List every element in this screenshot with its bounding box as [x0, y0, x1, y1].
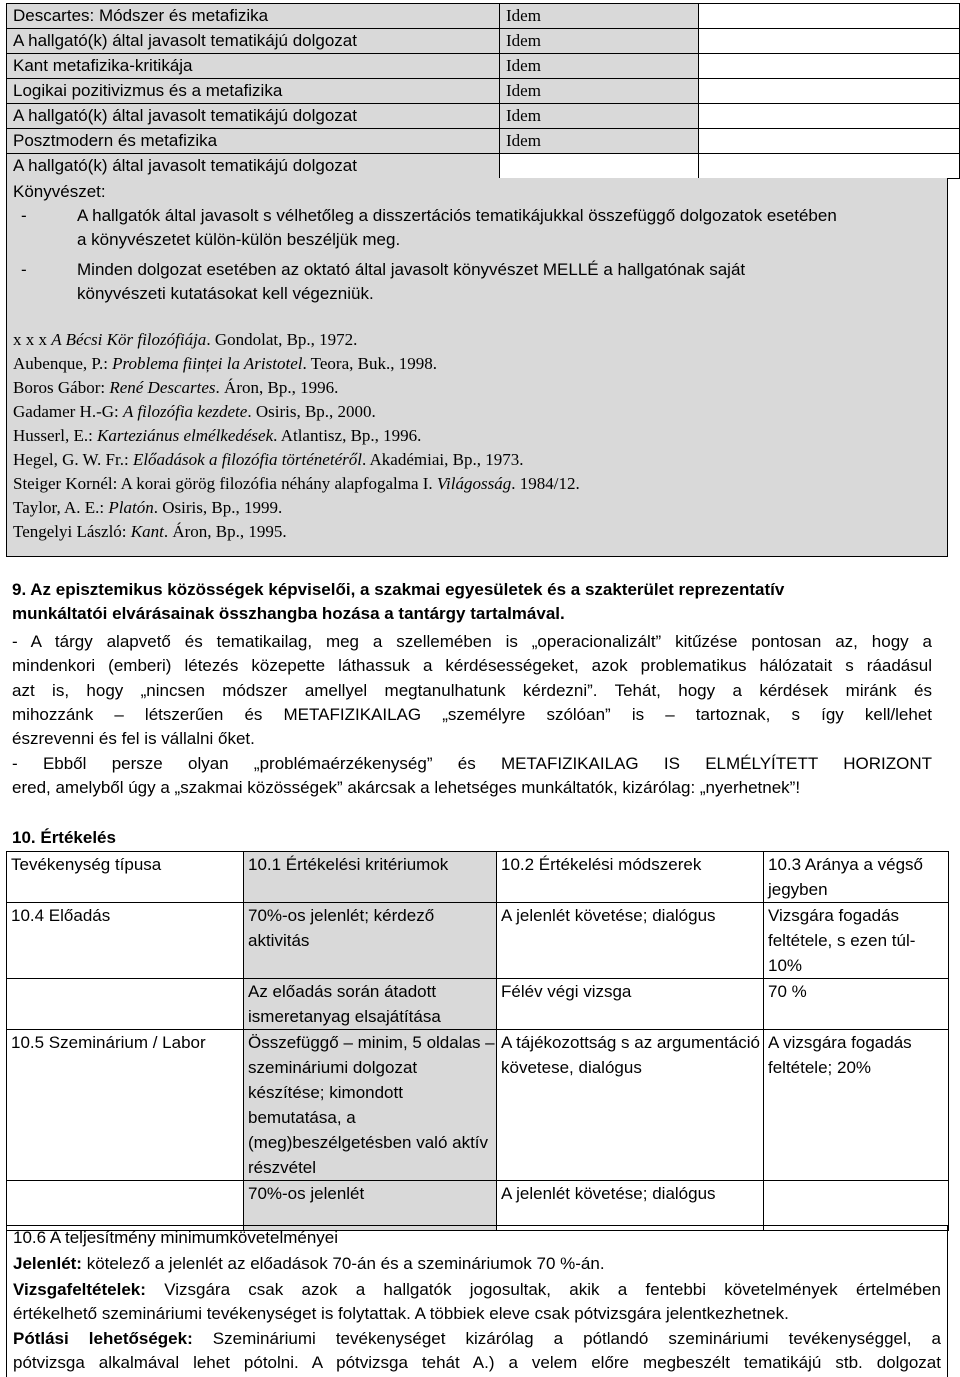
- topics-table: [6, 3, 960, 179]
- table-row: [7, 79, 960, 104]
- exam-text-1: Vizsgára csak azok a hallgatók jogosultak, akik a fentebbi követelmények értelmében: [145, 1280, 941, 1299]
- reference-author: Husserl, E.:: [13, 426, 98, 445]
- reference-publisher: . Atlantisz, Bp., 1996.: [273, 426, 422, 445]
- empty-cell: [699, 154, 960, 179]
- section10-heading: 10. Értékelés: [12, 828, 116, 847]
- bullet-dash: -: [21, 260, 27, 279]
- row-type: 10.4 Előadás: [7, 903, 244, 979]
- topic-cell: Kant metafizika-kritikája: [7, 54, 500, 79]
- idem-cell: Idem: [500, 29, 699, 54]
- section9-paragraph-line: mihozzánk – létszerűen és METAFIZIKAILAG „személyre szólóan” is – tartoznak, s így kell/lehet: [12, 704, 932, 724]
- table-row: [7, 1181, 949, 1231]
- idem-cell: Idem: [500, 79, 699, 104]
- header-criteria: 10.1 Értékelési kritériumok: [244, 852, 497, 903]
- min-req-heading: 10.6 A teljesítmény minimumkövetelményei: [13, 1228, 339, 1247]
- reference-author: Hegel, G. W. Fr.:: [13, 450, 133, 469]
- row-ratio: A vizsgára fogadás feltétele; 20%: [764, 1030, 949, 1181]
- reference-item: [13, 352, 437, 376]
- reference-title: Platón: [108, 498, 154, 517]
- reference-publisher: . Osiris, Bp., 2000.: [247, 402, 376, 421]
- reference-publisher: . Áron, Bp., 1996.: [215, 378, 339, 397]
- bullet-dash: -: [21, 206, 27, 225]
- section9-paragraph-line: azt is, hogy „nincsen módszer amellyel megtanulhatunk kérdezni”. Tehát, hogy a kérdések miránk és: [12, 680, 932, 700]
- bibliography-section: [6, 178, 948, 557]
- row-method: A jelenlét követése; dialógus: [497, 903, 764, 979]
- table-row: [7, 154, 960, 179]
- retake-line-1: [13, 1327, 941, 1351]
- reference-title: A Bécsi Kör filozófiája: [51, 330, 207, 349]
- reference-publisher: . Osiris, Bp., 1999.: [153, 498, 283, 517]
- retake-text-1: Szemináriumi tevékenységet kizárólag a pótlandó szemináriumi tevékenységgel, a: [192, 1329, 942, 1348]
- table-row: [7, 4, 960, 29]
- reference-author: Boros Gábor:: [13, 378, 110, 397]
- table-row: [7, 104, 960, 129]
- idem-cell: Idem: [500, 54, 699, 79]
- table-row: [7, 129, 960, 154]
- section9-heading-line1: 9. Az episztemikus közösségek képviselői, a szakmai egyesületek és a szakterület reprezentatív: [12, 580, 785, 599]
- topic-cell: Descartes: Módszer és metafizika: [7, 4, 500, 29]
- exam-label: Vizsgafeltételek:: [13, 1280, 146, 1299]
- table-row: [7, 903, 949, 979]
- reference-item: [13, 328, 357, 352]
- reference-item: [13, 472, 580, 496]
- exam-line-2: értékelhető szemináriumi tevékenységet is folytattak. A többiek eleve csak pótvizsgára jelentkezhetnek.: [13, 1304, 789, 1323]
- reference-title: Karteziánus elmélkedések: [97, 426, 274, 445]
- row-method: Félév végi vizsga: [497, 979, 764, 1030]
- minimum-requirements-section: [6, 1225, 948, 1377]
- row-criteria: Az előadás során átadott ismeretanyag elsajátítása: [244, 979, 497, 1030]
- table-row: [7, 54, 960, 79]
- reference-publisher: . Akadémiai, Bp., 1973.: [361, 450, 524, 469]
- reference-publisher: . Teora, Buk., 1998.: [302, 354, 437, 373]
- row-method: A jelenlét követése; dialógus: [497, 1181, 764, 1231]
- reference-author: Gadamer H.-G:: [13, 402, 123, 421]
- reference-item: [13, 448, 523, 472]
- bullet-text: Minden dolgozat esetében az oktató által javasolt könyvészet MELLÉ a hallgatónak saját: [77, 260, 746, 279]
- table-row: [7, 979, 949, 1030]
- section9-paragraph-line: mindenkori (emberi) létezés közepette láthassuk a kérdésességeket, azok problematikus hálózatait s ráadásul: [12, 656, 932, 676]
- row-method: A tájékozottság s az argumentáció követese, dialógus: [497, 1030, 764, 1181]
- header-ratio: 10.3 Aránya a végső jegyben: [764, 852, 949, 903]
- row-criteria: Összefüggő – minim, 5 oldalas – szemináriumi dolgozat készítése; kimondott bemutatása, a (meg)beszélgetésben való aktív részvétel: [244, 1030, 497, 1181]
- topic-cell: Logikai pozitivizmus és a metafizika: [7, 79, 500, 104]
- row-ratio: Vizsgára fogadás feltétele, s ezen túl- 10%: [764, 903, 949, 979]
- empty-cell: [699, 4, 960, 29]
- attendance-label: Jelenlét:: [13, 1254, 82, 1273]
- topic-cell: A hallgató(k) által javasolt tematikájú dolgozat: [7, 104, 500, 129]
- section9-heading-line2: munkáltatói elvárásainak összhangba hozása a tantárgy tartalmával.: [12, 604, 565, 623]
- reference-item: [13, 424, 421, 448]
- retake-label: Pótlási lehetőségek:: [13, 1329, 193, 1348]
- section9-paragraph-line: - Ebből persze olyan „problémaérzékenység” és METAFIZIKAILAG IS ELMÉLYÍTETT HORIZONT: [12, 753, 932, 773]
- table-row: [7, 29, 960, 54]
- reference-publisher: . 1984/12.: [511, 474, 580, 493]
- bullet-text: a könyvészetet külön-külön beszéljük meg.: [77, 230, 401, 249]
- reference-title: Világosság: [436, 474, 512, 493]
- row-ratio: [764, 1181, 949, 1231]
- section9-paragraph-line: észrevenni és fel is vállalni őket.: [12, 729, 255, 749]
- reference-title: Kant: [130, 522, 164, 541]
- reference-publisher: . Áron, Bp., 1995.: [163, 522, 287, 541]
- reference-item: [13, 496, 282, 520]
- reference-author: Tengelyi László:: [13, 522, 131, 541]
- reference-item: [13, 376, 338, 400]
- topic-cell: A hallgató(k) által javasolt tematikájú dolgozat: [7, 29, 500, 54]
- idem-cell: Idem: [500, 4, 699, 29]
- table-row: [7, 1030, 949, 1181]
- reference-publisher: . Gondolat, Bp., 1972.: [206, 330, 358, 349]
- reference-author: Taylor, A. E.:: [13, 498, 109, 517]
- header-activity-type: Tevékenység típusa: [7, 852, 244, 903]
- reference-item: [13, 520, 287, 544]
- idem-cell: Idem: [500, 104, 699, 129]
- empty-cell: [699, 104, 960, 129]
- reference-title: Problema ființei la Aristotel: [112, 354, 303, 373]
- row-type: [7, 1181, 244, 1231]
- section9-paragraph-line: - A tárgy alapvető és tematikailag, meg a szellemében is „operacionalizált” kitűzése pontosan az, hogy a: [12, 632, 932, 651]
- row-criteria: 70%-os jelenlét; kérdező aktivitás: [244, 903, 497, 979]
- reference-item: [13, 400, 376, 424]
- retake-line-2: pótvizsga alkalmával lehet pótolni. A pótvizsga tehát A.) a velem előre megbeszélt tematikájú stb. dolgozat: [13, 1353, 941, 1372]
- empty-cell: [699, 54, 960, 79]
- idem-cell: [500, 154, 699, 179]
- idem-cell: Idem: [500, 129, 699, 154]
- empty-cell: [699, 129, 960, 154]
- exam-line-1: [13, 1278, 941, 1302]
- bibliography-heading: Könyvészet:: [13, 182, 106, 201]
- topic-cell: Posztmodern és metafizika: [7, 129, 500, 154]
- empty-cell: [699, 29, 960, 54]
- evaluation-table: [6, 851, 949, 1231]
- row-type: [7, 979, 244, 1030]
- topic-cell: A hallgató(k) által javasolt tematikájú dolgozat: [7, 154, 500, 179]
- attendance-line: [13, 1252, 605, 1276]
- bullet-text: könyvészeti kutatásokat kell végezniük.: [77, 284, 374, 303]
- reference-title: Előadások a filozófia történetéről: [132, 450, 362, 469]
- section9-paragraph-line: ered, amelyből úgy a „szakmai közösségek” akárcsak a lehetséges munkáltatók, kizárólag: „nyerhetnek”!: [12, 777, 801, 797]
- reference-author: Steiger Kornél: A korai görög filozófia néhány alapfogalma I.: [13, 474, 437, 493]
- row-criteria: 70%-os jelenlét: [244, 1181, 497, 1231]
- row-ratio: 70 %: [764, 979, 949, 1030]
- reference-author: x x x: [13, 330, 52, 349]
- bullet-text: A hallgatók által javasolt s vélhetőleg a disszertációs tematikájukkal összefüggő dolgozatok esetében: [77, 206, 837, 225]
- attendance-text: kötelező a jelenlét az előadások 70-án és a szemináriumok 70 %-án.: [81, 1254, 605, 1273]
- empty-cell: [699, 79, 960, 104]
- reference-title: A filozófia kezdete: [123, 402, 248, 421]
- row-type: 10.5 Szeminárium / Labor: [7, 1030, 244, 1181]
- reference-title: René Descartes: [109, 378, 216, 397]
- reference-author: Aubenque, P.:: [13, 354, 113, 373]
- header-methods: 10.2 Értékelési módszerek: [497, 852, 764, 903]
